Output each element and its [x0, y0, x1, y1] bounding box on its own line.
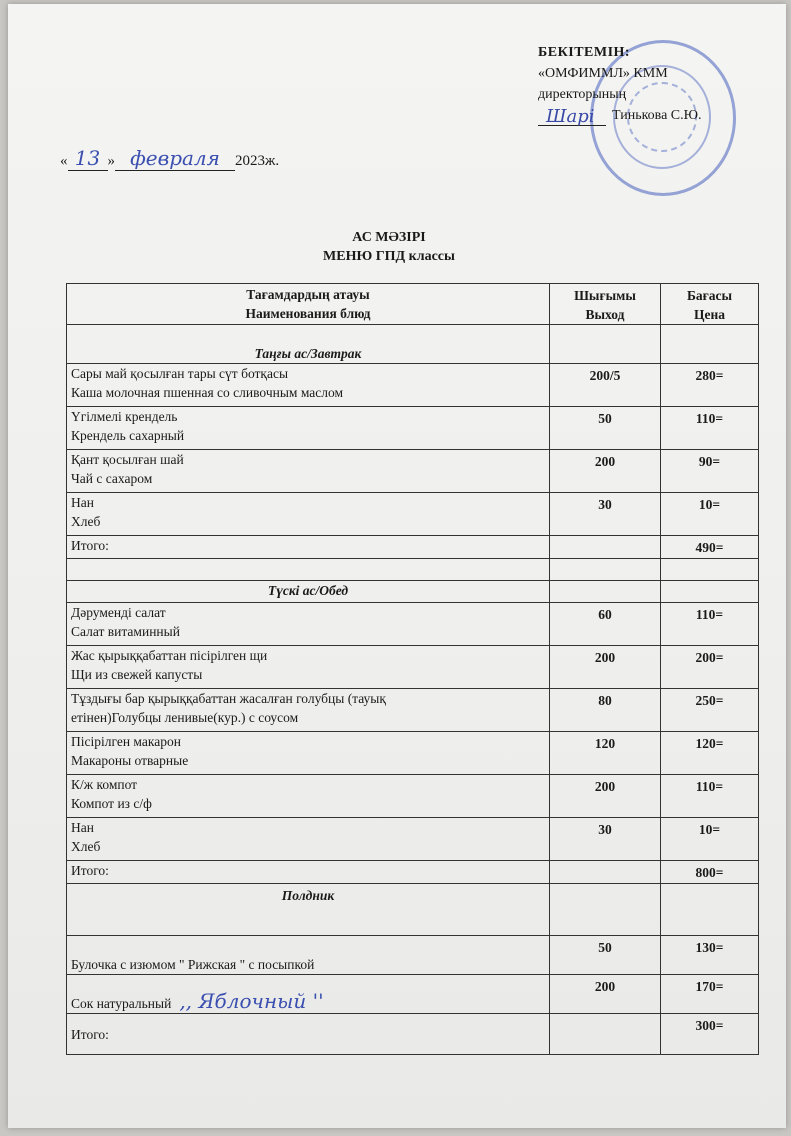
- dish-name: Сок натуральный: [71, 996, 172, 1011]
- table-header-row: [67, 284, 759, 325]
- dish-name-ru: Каша молочная пшенная со сливочным маслом: [71, 385, 344, 400]
- dish-price: 110=: [661, 775, 759, 818]
- dish-name-kz: Жас қырыққабаттан пісірілген щи: [71, 648, 268, 663]
- dish-name-kz: Сары май қосылған тары сүт ботқасы: [71, 366, 289, 381]
- dish-name-kz: Үгілмелі крендель: [71, 409, 178, 424]
- title-kz: АС МӘЗІРІ: [352, 230, 426, 245]
- dish-output: 80: [550, 689, 661, 732]
- header-price: Бағасы Цена: [661, 284, 759, 325]
- dish-name-kz: Дәруменді салат: [71, 605, 166, 620]
- approval-position: директорының: [538, 87, 627, 102]
- dish-price: 10=: [661, 818, 759, 861]
- header-name: Тағамдардың атауы Наименования блюд: [67, 284, 550, 325]
- page-title: [0, 228, 778, 266]
- approval-heading: БЕКІТЕМІН:: [538, 45, 631, 60]
- dish-name-kz: Пісірілген макарон: [71, 734, 181, 749]
- dish-name-ru: етінен)Голубцы ленивые(кур.) с соусом: [71, 710, 299, 725]
- dish-output: 120: [550, 732, 661, 775]
- table-row: [67, 732, 759, 775]
- date-line: [60, 146, 279, 171]
- section-title: Полдник: [67, 884, 550, 936]
- dish-name-kz: Тұздығы бар қырыққабаттан жасалған голубцы (тауық: [71, 691, 386, 706]
- dish-name: Булочка с изюмом " Рижская " с посыпкой: [67, 936, 550, 975]
- dish-output: 200: [550, 646, 661, 689]
- header-output: Шығымы Выход: [550, 284, 661, 325]
- dish-name-ru: Хлеб: [71, 514, 101, 529]
- table-row: [67, 364, 759, 407]
- date-open-quote: «: [60, 153, 68, 169]
- total-row: [67, 536, 759, 559]
- handwritten-note: ,, Яблочный '': [179, 989, 324, 1013]
- dish-name-ru: Салат витаминный: [71, 624, 180, 639]
- dish-output: 200: [550, 975, 661, 1014]
- dish-output: 30: [550, 493, 661, 536]
- dish-price: 200=: [661, 646, 759, 689]
- total-price: 800=: [661, 861, 759, 884]
- dish-price: 10=: [661, 493, 759, 536]
- director-signature: Шарі: [546, 106, 595, 127]
- table-row: [67, 450, 759, 493]
- dish-price: 120=: [661, 732, 759, 775]
- dish-name-kz: Нан: [71, 495, 94, 510]
- dish-output: 200: [550, 775, 661, 818]
- table-row: [67, 936, 759, 975]
- dish-name-ru: Макароны отварные: [71, 753, 189, 768]
- dish-output: 60: [550, 603, 661, 646]
- dish-name-ru: Компот из с/ф: [71, 796, 152, 811]
- dish-name-kz: Қант қосылған шай: [71, 452, 184, 467]
- table-row: [67, 646, 759, 689]
- dish-price: 250=: [661, 689, 759, 732]
- table-row: [67, 775, 759, 818]
- total-label: Итого:: [67, 861, 550, 884]
- dish-price: 110=: [661, 603, 759, 646]
- menu-table: [66, 283, 759, 1055]
- dish-name-ru: Хлеб: [71, 839, 101, 854]
- total-label: Итого:: [67, 1014, 550, 1055]
- approval-director: Тинькова С.Ю.: [612, 108, 702, 123]
- section-lunch: [67, 581, 759, 603]
- table-row: [67, 818, 759, 861]
- dish-output: 200: [550, 450, 661, 493]
- section-breakfast: [67, 325, 759, 364]
- dish-output: 50: [550, 407, 661, 450]
- dish-price: 110=: [661, 407, 759, 450]
- dish-output: 30: [550, 818, 661, 861]
- dish-price: 130=: [661, 936, 759, 975]
- title-ru: МЕНЮ ГПД классы: [323, 249, 455, 264]
- table-row: [67, 493, 759, 536]
- dish-name-ru: Чай с сахаром: [71, 471, 153, 486]
- date-day: 13: [68, 146, 108, 171]
- dish-output: 200/5: [550, 364, 661, 407]
- total-row: [67, 1014, 759, 1055]
- total-label: Итого:: [67, 536, 550, 559]
- approval-organization: «ОМФИММЛ» КММ: [538, 66, 668, 81]
- date-year: 2023ж.: [235, 153, 280, 169]
- section-title: Таңғы ас/Завтрак: [67, 325, 550, 364]
- dish-price: 280=: [661, 364, 759, 407]
- date-close-quote: »: [107, 153, 115, 169]
- dish-price: 170=: [661, 975, 759, 1014]
- date-month: февраля: [115, 146, 235, 171]
- dish-output: 50: [550, 936, 661, 975]
- section-snack: [67, 884, 759, 936]
- dish-name-kz: К/ж компот: [71, 777, 138, 792]
- total-row: [67, 861, 759, 884]
- blank-row: [67, 559, 759, 581]
- table-row: [67, 975, 759, 1014]
- dish-name-ru: Щи из свежей капусты: [71, 667, 203, 682]
- table-row: [67, 689, 759, 732]
- section-title: Түскі ас/Обед: [67, 581, 550, 603]
- table-row: [67, 407, 759, 450]
- total-price: 300=: [661, 1014, 759, 1055]
- total-price: 490=: [661, 536, 759, 559]
- dish-name-ru: Крендель сахарный: [71, 428, 185, 443]
- dish-name-kz: Нан: [71, 820, 94, 835]
- dish-price: 90=: [661, 450, 759, 493]
- table-row: [67, 603, 759, 646]
